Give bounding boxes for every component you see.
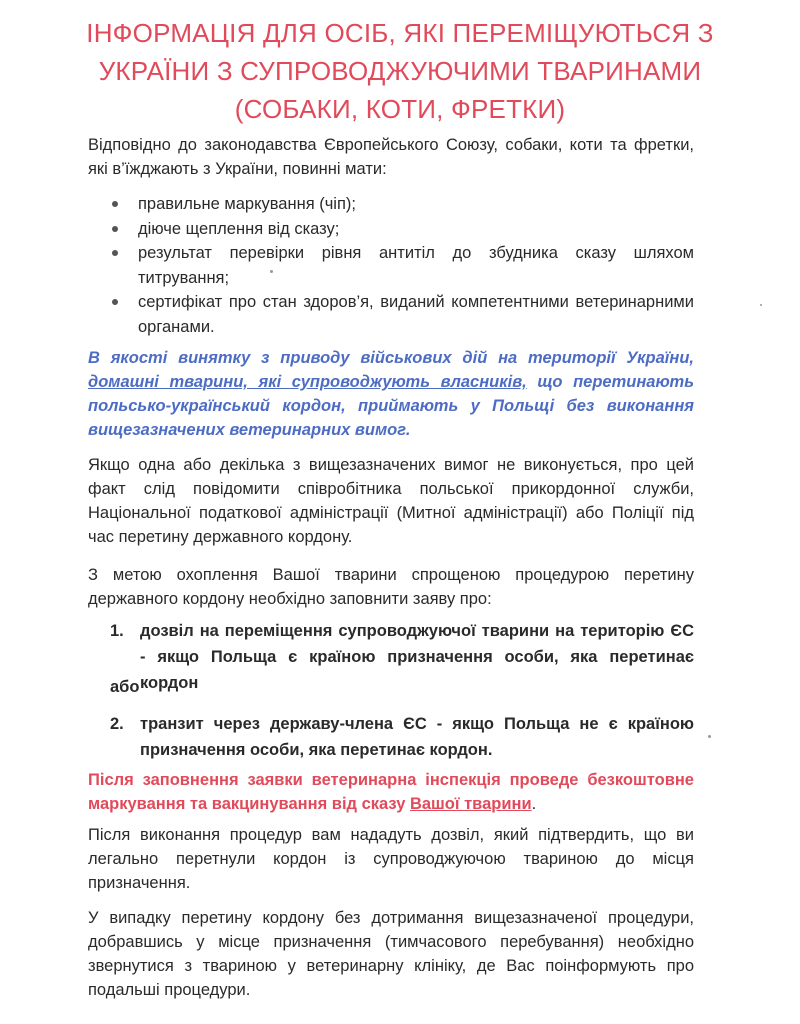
option-number: 2. [110,715,124,733]
requirements-list [110,192,694,339]
requirement-text: результат перевірки рівня антитіл до збудника сказу шляхом титрування; [138,244,694,287]
permit-paragraph: Після виконання процедур вам нададуть дозвіл, який підтвердить, що ви легально перетнули кордон із супроводжуючою твариною до місця призначення. [88,826,694,892]
notice-end: . [531,795,537,813]
document-title [60,14,740,128]
list-item [110,241,694,290]
intro-paragraph: Відповідно до законодавства Європейського Союзу, собаки, коти та фретки, які в’їжджають з України, повинні мати: [88,136,694,178]
title-line-1: ІНФОРМАЦІЯ ДЛЯ ОСІБ, ЯКІ ПЕРЕМІЩУЮТЬСЯ З [86,18,714,48]
scan-speck [760,304,762,306]
requirement-text: сертифікат про стан здоров’я, виданий компетентними ветеринарними органами. [138,293,694,336]
exception-text-start: В якості винятку з приводу військових дій на території України, [88,349,694,367]
list-item [110,217,694,242]
or-separator: або [110,678,140,696]
option-text: транзит через державу-члена ЄС - якщо Польща не є країною призначення особи, яка перетинає кордон. [140,715,694,759]
list-item [110,192,694,217]
scan-speck [270,270,273,273]
notice-underlined: Вашої тварини [409,795,532,813]
exception-underlined: домашні тварини, які супроводжують власників, [88,373,527,391]
scan-speck [708,735,711,738]
bullet-icon [112,250,118,256]
exception-text-end: що перетинають польсько-український кордон, приймають у Польщі без виконання вищезазначених ветеринарних вимог. [88,373,694,439]
exception-paragraph [88,346,694,442]
title-line-3: (СОБАКИ, КОТИ, ФРЕТКИ) [234,94,566,124]
report-paragraph: Якщо одна або декілька з вищезазначених вимог не виконується, про цей факт слід повідомити співробітника польської прикордонної служби, Національної податкової адміністрації (Митної адміністрації) або Поліції під час перетину державного кордону. [88,456,694,546]
list-item [110,290,694,339]
bullet-icon [112,226,118,232]
option-item-2 [110,711,694,763]
bullet-icon [112,201,118,207]
clinic-paragraph: У випадку перетину кордону без дотримання вищезазначеної процедури, добравшись у місце призначення (тимчасового перебування) необхідно звернутися з твариною у ветеринарну клініку, де Вас поінформують про подальші процедури. [88,909,694,999]
option-text: дозвіл на переміщення супроводжуючої тварини на територію ЄС - якщо Польща є країною призначення особи, яка перетинає кордон [140,622,694,692]
bullet-icon [112,299,118,305]
requirement-text: правильне маркування (чіп); [138,195,356,213]
option-number: 1. [110,622,124,640]
title-line-2: УКРАЇНИ З СУПРОВОДЖУЮЧИМИ ТВАРИНАМИ [98,56,702,86]
form-paragraph: З метою охоплення Вашої тварини спрощеною процедурою перетину державного кордону необхідно заповнити заяву про: [88,566,694,608]
notice-text: Після заповнення заявки ветеринарна інспекція проведе безкоштовне маркування та вакцинування від сказу [88,771,694,813]
notice-paragraph [88,768,694,816]
requirement-text: діюче щеплення від сказу; [138,219,340,238]
